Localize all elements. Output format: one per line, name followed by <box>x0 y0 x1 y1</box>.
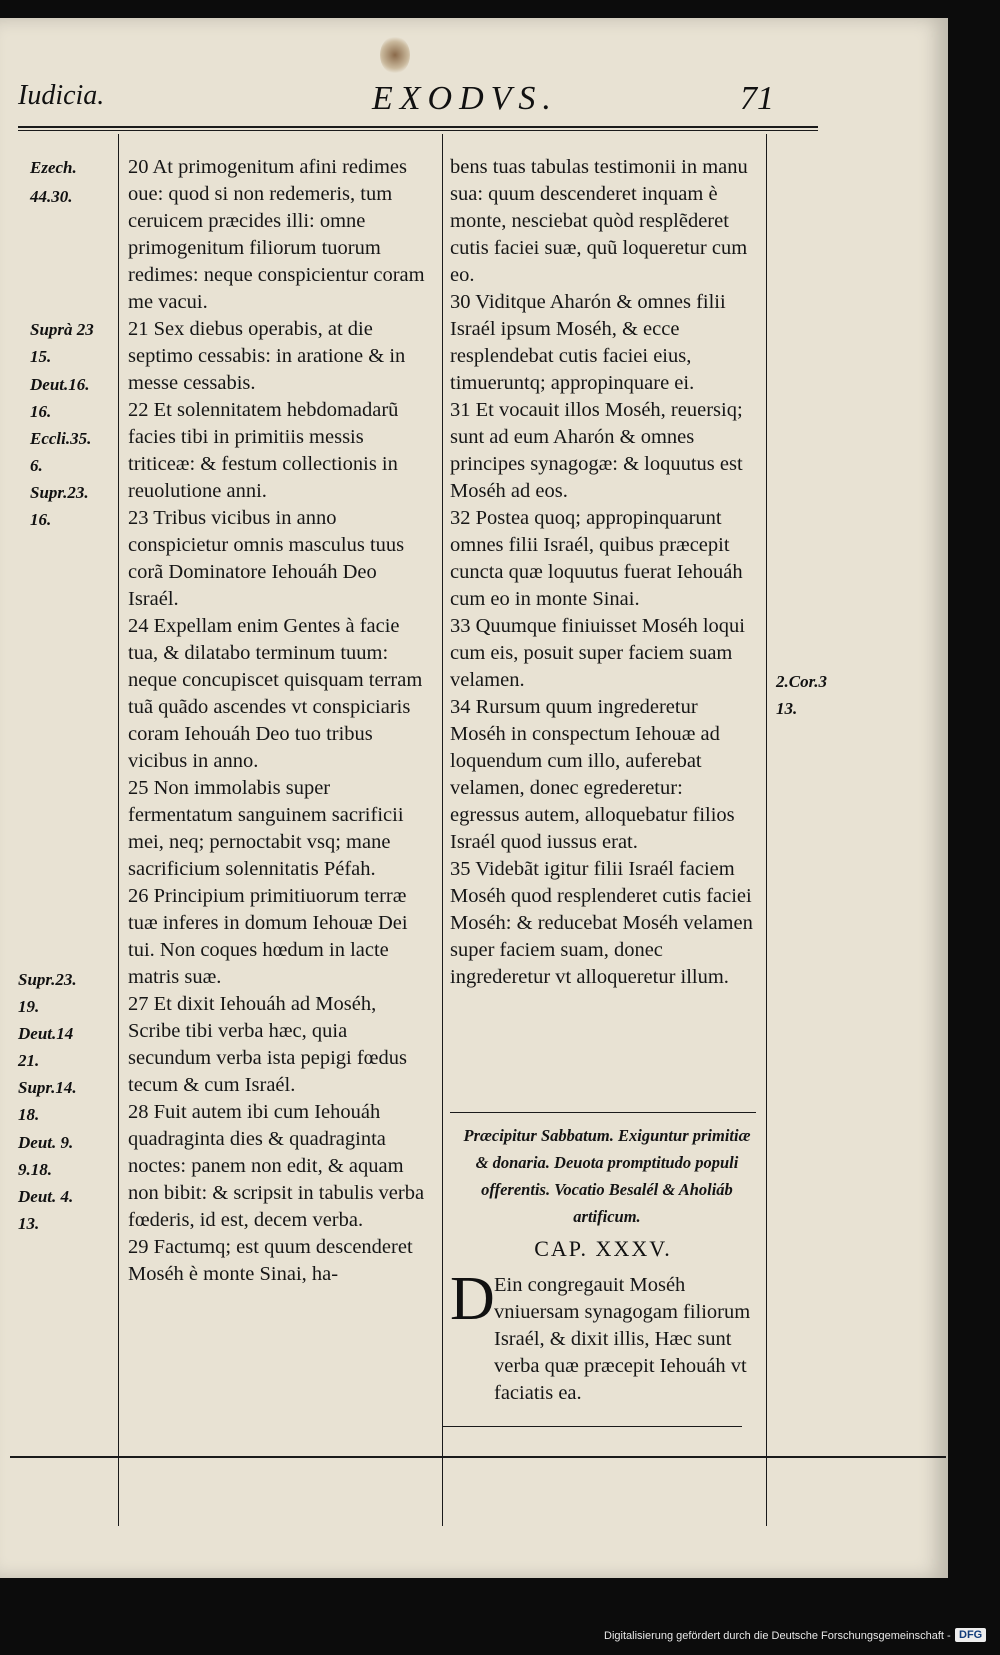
margin-note: Deut. 9. <box>18 1133 74 1152</box>
running-head-left: Iudicia. <box>18 80 105 111</box>
header-rule <box>18 126 818 128</box>
margin-note: Suprà 23 <box>30 320 94 339</box>
column-divider-center <box>442 134 443 1526</box>
chapter-text <box>450 1272 756 1407</box>
margin-note: 44.30. <box>30 187 73 206</box>
chapter-summary: Præcipitur Sabbatum. Exiguntur primitiæ & donaria. Deuota promptitudo populi offerentis. Vocatio Besalél & Aholiáb artificum. <box>463 1126 751 1226</box>
verse-paragraph: 28 Fuit autem ibi cum Iehouáh quadraginta dies & quadraginta noctes: panem non edit, & aquam non bibit: & scripsit in tabulis verba fœderis, id est, decem verba. <box>128 1101 425 1231</box>
header-rule-thin <box>18 130 818 131</box>
column-divider-left <box>118 134 119 1526</box>
verse-paragraph: bens tuas tabulas testimonii in manu sua: quum descenderet inquam è monte, nesciebat quòd resplẽderet cutis faciei suæ, quũ loqueretur cum eo. <box>450 156 748 286</box>
margin-note: Supr.23. <box>30 483 89 502</box>
verse-paragraph: 32 Postea quoq; appropinquarunt omnes filii Israél, quibus præcepit cuncta quæ loquutus fuerat Iehouáh cum eo in monte Sinai. <box>450 507 743 610</box>
verse-paragraph: 21 Sex diebus operabis, at die septimo cessabis: in aratione & in messe cessabis. <box>128 318 406 394</box>
verse-paragraph: 23 Tribus vicibus in anno conspicietur omnis masculus tuus corã Dominatore Iehouáh Deo Israél. <box>128 507 405 610</box>
summary-rule <box>450 1112 756 1113</box>
ink-stain <box>380 36 410 74</box>
margin-note: Deut.16. <box>30 375 90 394</box>
verse-paragraph: 35 Videbãt igitur filii Israél faciem Moséh quod resplenderet cutis faciei Moséh: & reducebat Moséh velamen super faciem suam, donec ingrederetur vt alloqueretur illum. <box>450 858 753 988</box>
margin-note: 16. <box>30 510 52 529</box>
margin-note: 13. <box>18 1214 40 1233</box>
verse-paragraph: 20 At primogenitum afini redimes oue: quod si non redemeris, tum ceruicem præcides illi: omne primogenitum filiorum tuorum redimes: neque conspicientur coram me vacui. <box>128 156 425 313</box>
margin-note: Ezech. <box>30 158 77 177</box>
chapter-dropcap: D <box>450 1265 495 1333</box>
chapter-text-body: Ein congregauit Moséh vniuersam synagogam filiorum Israél, & dixit illis, Hæc sunt verba quæ præcepit Iehouáh vt faciatis ea. <box>494 1274 751 1404</box>
column-divider-right <box>766 134 767 1526</box>
verse-paragraph: 24 Expellam enim Gentes à facie tua, & dilatabo terminum tuum: neque concupiscet quisquam terram tuã quãdo ascendes vt conspiciaris coram Iehouáh Deo tuo tribus vicibus in anno. <box>128 615 423 772</box>
verse-paragraph: 27 Et dixit Iehouáh ad Moséh, Scribe tibi verba hæc, quia secundum verba ista pepigi fœdus tecum & cum Israél. <box>128 993 407 1096</box>
margin-note: Deut.14 <box>18 1024 74 1043</box>
left-text-column <box>128 154 428 1288</box>
margin-note: Deut. 4. <box>18 1187 74 1206</box>
dfg-logo: DFG <box>955 1628 986 1642</box>
running-head-title: EXODVS. <box>372 80 558 117</box>
bottom-rule <box>442 1426 742 1427</box>
book-page <box>0 18 948 1578</box>
margin-note: Supr.23. <box>18 970 77 989</box>
margin-note: 15. <box>30 347 52 366</box>
page-bottom-rule <box>10 1456 946 1458</box>
digitization-credit: Digitalisierung gefördert durch die Deutsche Forschungsgemeinschaft - <box>604 1630 951 1642</box>
margin-note: 21. <box>18 1051 40 1070</box>
margin-note: 16. <box>30 402 52 421</box>
verse-paragraph: 22 Et solennitatem hebdomadarũ facies tibi in primitiis messis triticeæ: & festum collectionis in reuolutione anni. <box>128 399 399 502</box>
margin-note-right: 2.Cor.3 <box>776 672 828 691</box>
verse-paragraph: 25 Non immolabis super fermentatum sanguinem sacrificii mei, neq; pernoctabit vsq; mane sacrificium solennitatis Péfah. <box>128 777 404 880</box>
margin-note: Eccli.35. <box>30 429 92 448</box>
margin-note: 18. <box>18 1105 40 1124</box>
margin-note: Supr.14. <box>18 1078 77 1097</box>
margin-note: 6. <box>30 456 43 475</box>
verse-paragraph: 26 Principium primitiuorum terræ tuæ inferes in domum Iehouæ Dei tui. Non coques hœdum in lacte matris suæ. <box>128 885 408 988</box>
verse-paragraph: 34 Rursum quum ingrederetur Moséh in conspectum Iehouæ ad loquendum cum illo, auferebat velamen, donec egrederetur: egressus autem, alloquebatur filios Israél quod iussus erat. <box>450 696 735 853</box>
margin-note-right: 13. <box>776 699 798 718</box>
verse-paragraph: 29 Factumq; est quum descenderet Moséh è monte Sinai, ha- <box>128 1236 413 1285</box>
verse-paragraph: 33 Quumque finiuisset Moséh loqui cum eis, posuit super faciem suam velamen. <box>450 615 745 691</box>
margin-note: 19. <box>18 997 40 1016</box>
verse-paragraph: 30 Viditque Aharón & omnes filii Israél ipsum Moséh, & ecce resplendebat cutis faciei eius, timueruntq; appropinquare ei. <box>450 291 726 394</box>
margin-note: 9.18. <box>18 1160 52 1179</box>
chapter-heading: CAP. XXXV. <box>534 1236 672 1261</box>
folio-number: 71 <box>740 80 774 117</box>
verse-paragraph: 31 Et vocauit illos Moséh, reuersiq; sunt ad eum Aharón & omnes principes synagogæ: & loquutus est Moséh ad eos. <box>450 399 743 502</box>
right-text-column <box>450 154 756 991</box>
